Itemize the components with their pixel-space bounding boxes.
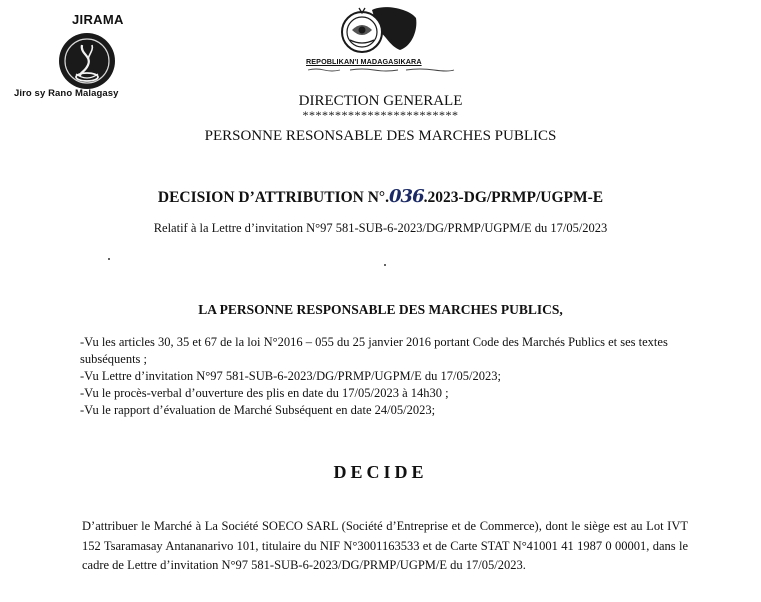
decision-prefix: DECISION D’ATTRIBUTION N°. (157, 189, 390, 206)
direction-title: DIRECTION GENERALE (298, 93, 463, 109)
considerations-list (80, 334, 690, 419)
decision-number: 036 (389, 186, 424, 207)
consideration-item: -Vu les articles 30, 35 et 67 de la loi N°2016 – 055 du 25 janvier 2016 portant Code des Marchés Publics et ses textes subséquents ; (80, 335, 668, 366)
consideration-item: -Vu le rapport d’évaluation de Marché Subséquent en date 24/05/2023; (80, 403, 436, 417)
stray-dot (108, 258, 110, 260)
org-name: JIRAMA (72, 12, 124, 27)
org-tagline: Jiro sy Rano Malagasy (14, 88, 119, 99)
consideration-item: -Vu le procès-verbal d’ouverture des plis en date du 17/05/2023 à 14h30 ; (80, 386, 449, 400)
republic-motto-scribble (306, 67, 456, 73)
decide-heading: DECIDE (333, 462, 428, 482)
stray-dot (384, 264, 386, 266)
prmp-heading: PERSONNE RESONSABLE DES MARCHES PUBLICS (204, 128, 557, 144)
prmp-body-title: LA PERSONNE RESPONSABLE DES MARCHES PUBLICS, (198, 302, 563, 317)
decision-title (0, 186, 761, 207)
relatif-line: Relatif à la Lettre d’invitation N°97 581-SUB-6-2023/DG/PRMP/UGPM/E du 17/05/2023 (153, 221, 608, 235)
decision-paragraph: D’attribuer le Marché à La Société SOECO SARL (Société d’Entreprise et de Commerce), dont le siège est au Lot IVT 152 Tsaramasay Antananarivo 101, titulaire du NIF N°3001163533 et de Carte STAT N°41001 41 1987 0 00001, dans le cadre de Lettre d’invitation N°97 581-SUB-6-2023/DG/PRMP/UGPM/E du 17/05/2023. (82, 519, 688, 572)
jirama-seal-icon (58, 32, 116, 90)
decision-suffix: .2023-DG/PRMP/UGPM-E (423, 189, 604, 206)
stars-divider: ************************ (302, 108, 459, 122)
republic-name: REPOBLIKAN'I MADAGASIKARA (306, 57, 422, 66)
consideration-item: -Vu Lettre d’invitation N°97 581-SUB-6-2023/DG/PRMP/UGPM/E du 17/05/2023; (80, 369, 501, 383)
madagascar-seal-icon (328, 6, 418, 56)
